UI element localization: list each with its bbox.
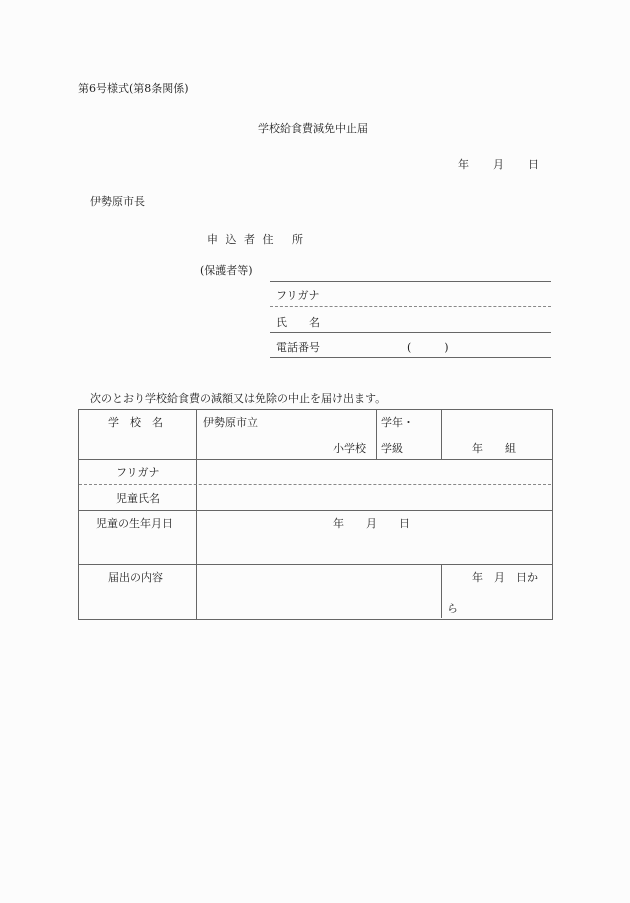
from-date-line-2: ら [447, 602, 458, 615]
child-furigana-field[interactable] [198, 461, 550, 483]
date-year: 年 [458, 158, 469, 171]
phone-parens[interactable]: ( ) [407, 341, 449, 354]
col-divider-date [441, 564, 442, 618]
name-underline[interactable] [270, 332, 551, 333]
school-name-label: 学 校 名 [108, 416, 163, 429]
date-month: 月 [493, 158, 504, 171]
content-label: 届出の内容 [108, 571, 163, 584]
intro-text: 次のとおり学校給食費の減額又は免除の中止を届け出ます。 [90, 392, 387, 405]
applicant-address-label: 申 込 者 住 所 [207, 233, 303, 246]
col-divider-grade [441, 409, 442, 459]
guardian-label: (保護者等) [200, 264, 253, 277]
col-divider-school [376, 409, 377, 459]
applicant-furigana-label: フリガナ [276, 289, 320, 302]
form-title: 学校給食費減免中止届 [258, 122, 368, 135]
child-furigana-label: フリガナ [116, 466, 160, 479]
row-divider-furigana [79, 484, 551, 485]
date-day: 日 [528, 158, 539, 171]
birthdate-value[interactable]: 年 月 日 [333, 517, 410, 530]
school-name-field[interactable] [262, 414, 370, 434]
applicant-name-label: 氏 名 [276, 316, 320, 329]
address-underline[interactable] [270, 281, 551, 282]
addressee: 伊勢原市長 [90, 195, 145, 208]
grade-label-2: 学級 [381, 442, 403, 455]
birthdate-label: 児童の生年月日 [96, 517, 173, 530]
row-divider-3 [78, 564, 552, 565]
form-number: 第6号様式(第8条関係) [78, 82, 189, 95]
from-date-line-1[interactable]: 年 月 日か [472, 571, 538, 584]
row-divider-1 [78, 459, 552, 460]
child-name-field[interactable] [198, 486, 550, 509]
phone-underline [270, 357, 551, 358]
grade-value[interactable]: 年 組 [472, 442, 516, 455]
phone-label: 電話番号 [276, 341, 320, 354]
furigana-divider [270, 306, 551, 307]
col-divider-1 [196, 409, 197, 619]
date-line [458, 156, 539, 172]
school-suffix: 小学校 [333, 442, 366, 455]
grade-label-1: 学年・ [381, 416, 414, 429]
content-field[interactable] [198, 566, 439, 617]
school-prefix: 伊勢原市立 [203, 416, 258, 429]
row-divider-2 [78, 510, 552, 511]
child-name-label: 児童氏名 [116, 492, 160, 505]
